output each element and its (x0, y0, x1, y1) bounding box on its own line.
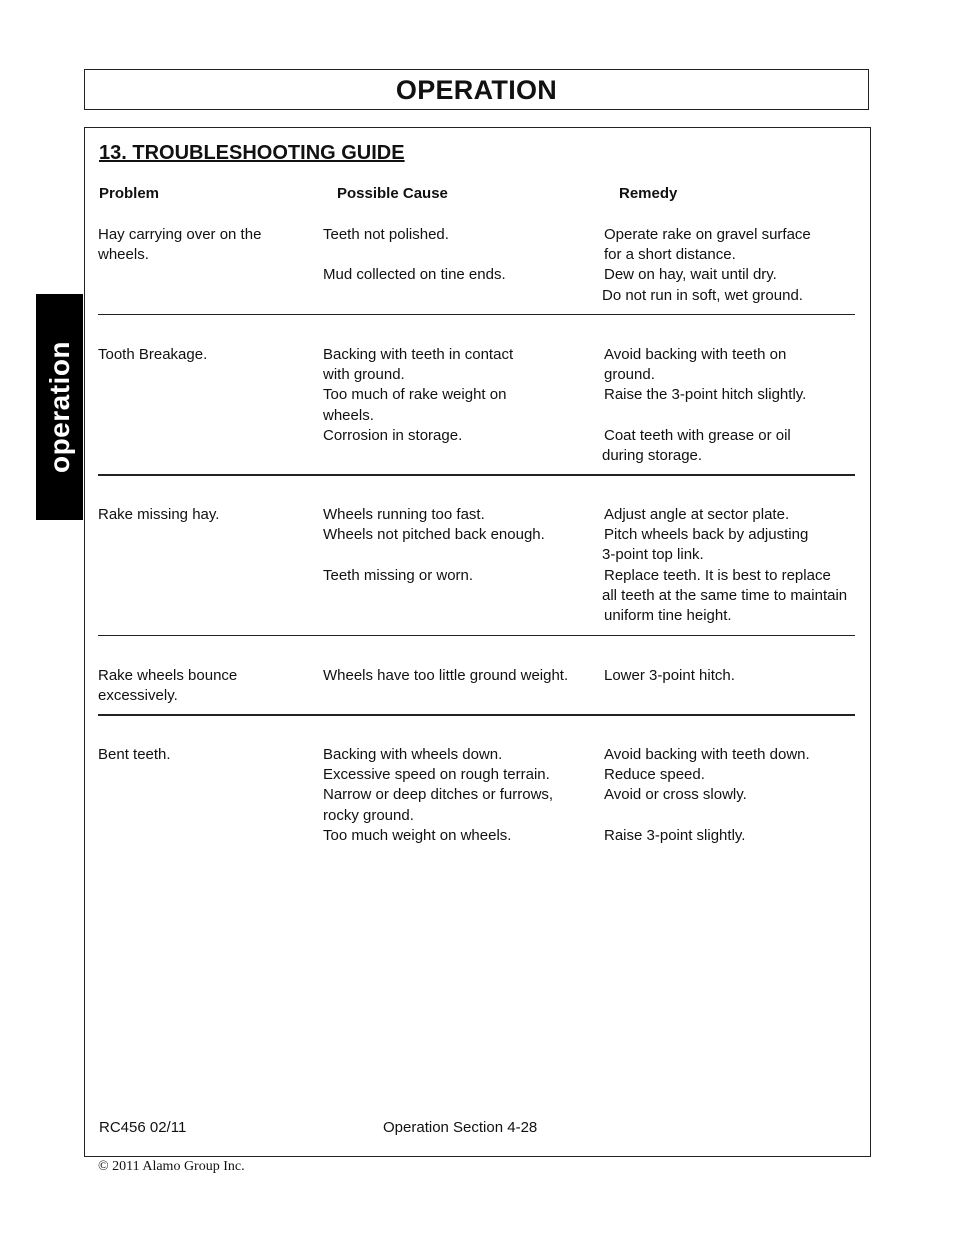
row-5-remedy-spacer (604, 806, 810, 826)
row-2-cause-line: wheels. (323, 406, 374, 424)
row-5-problem-line: Bent teeth. (98, 746, 171, 763)
row-4-cause-line: Wheels have too little ground weight. (323, 667, 569, 684)
row-5-remedy-line: Avoid backing with teeth down. (604, 746, 810, 763)
row-5-cause-line: Excessive speed on rough terrain. (323, 766, 550, 784)
row-3-cause (323, 505, 545, 586)
row-2-problem (98, 345, 207, 365)
row-2-problem-line: Tooth Breakage. (98, 346, 208, 363)
section-side-tab (36, 294, 83, 520)
row-1-cause (323, 225, 506, 286)
row-2-remedy-line: ground. (604, 366, 655, 384)
row-divider (98, 635, 855, 636)
row-4-problem (98, 666, 237, 706)
row-1-problem (98, 225, 261, 265)
row-2-cause (323, 345, 513, 446)
row-divider (98, 314, 855, 315)
row-divider (98, 474, 855, 476)
row-5-remedy-line: Reduce speed. (604, 766, 705, 784)
copyright-notice: © 2011 Alamo Group Inc. (98, 1159, 245, 1174)
row-1-problem-line: wheels. (98, 246, 149, 264)
row-3-cause-spacer (323, 545, 545, 565)
row-4-remedy-line: Lower 3-point hitch. (604, 667, 735, 684)
row-3-remedy-line: 3-point top link. (602, 546, 704, 564)
row-3-cause-line: Wheels running too fast. (323, 506, 485, 523)
row-2-remedy-line: during storage. (602, 447, 703, 464)
row-3-remedy-line: Adjust angle at sector plate. (604, 506, 790, 523)
row-2-cause-line: Backing with teeth in contact (323, 346, 514, 363)
row-3-remedy-line: uniform tine height. (604, 607, 732, 625)
row-5-cause (323, 745, 553, 846)
row-1-cause-line: Mud collected on tine ends. (323, 266, 506, 284)
row-5-cause-line: rocky ground. (323, 806, 414, 824)
row-5-problem (98, 745, 171, 765)
row-2-remedy-line: Avoid backing with teeth on (604, 346, 787, 363)
row-3-cause-line: Wheels not pitched back enough. (323, 526, 545, 544)
row-1-remedy-line: for a short distance. (604, 246, 736, 264)
row-3-cause-line: Teeth missing or worn. (323, 566, 474, 584)
row-5-cause-line: Too much weight on wheels. (323, 826, 512, 844)
row-2-remedy-line: Raise the 3-point hitch slightly. (604, 386, 807, 404)
row-1-cause-line: Teeth not polished. (323, 226, 449, 243)
column-header-cause: Possible Cause (337, 185, 448, 202)
section-title: 13. TROUBLESHOOTING GUIDE (99, 142, 405, 164)
row-5-remedy-line: Raise 3-point slightly. (604, 826, 746, 844)
row-1-cause-spacer (323, 245, 506, 265)
row-2-remedy-line: Coat teeth with grease or oil (604, 426, 791, 444)
footer-page-label: Operation Section 4-28 (383, 1119, 538, 1136)
row-1-problem-line: Hay carrying over on the (98, 226, 262, 243)
row-divider (98, 714, 855, 716)
row-1-remedy-line: Operate rake on gravel surface (604, 226, 811, 243)
row-3-remedy-line: Pitch wheels back by adjusting (604, 526, 809, 544)
row-4-problem-line: Rake wheels bounce (98, 667, 238, 684)
row-2-cause-line: Too much of rake weight on (323, 386, 507, 404)
row-3-remedy (604, 505, 847, 626)
row-3-remedy-line: Replace teeth. It is best to replace (604, 566, 831, 584)
page-header-title: OPERATION (395, 75, 558, 105)
row-5-cause-line: Narrow or deep ditches or furrows, (323, 786, 554, 804)
row-4-cause (323, 666, 568, 686)
row-5-remedy (604, 745, 810, 846)
row-2-remedy (604, 345, 806, 466)
row-5-remedy-line: Avoid or cross slowly. (604, 786, 747, 804)
row-2-cause-line: with ground. (323, 366, 405, 384)
row-2-cause-line: Corrosion in storage. (323, 426, 463, 444)
side-tab-label: operation (43, 340, 75, 474)
row-5-cause-line: Backing with wheels down. (323, 746, 503, 763)
row-1-remedy-line: Dew on hay, wait until dry. (604, 266, 777, 284)
page-header (84, 69, 869, 110)
row-3-problem (98, 505, 219, 525)
column-header-remedy: Remedy (619, 185, 678, 202)
footer-doc-id: RC456 02/11 (99, 1119, 187, 1136)
row-3-problem-line: Rake missing hay. (98, 506, 220, 523)
row-1-remedy (604, 225, 811, 306)
column-header-problem: Problem (99, 185, 160, 202)
row-4-problem-line: excessively. (98, 687, 178, 705)
row-1-remedy-line: Do not run in soft, wet ground. (602, 286, 803, 304)
row-2-remedy-spacer (604, 406, 806, 426)
row-4-remedy (604, 666, 735, 686)
row-3-remedy-line: all teeth at the same time to maintain (602, 586, 848, 604)
